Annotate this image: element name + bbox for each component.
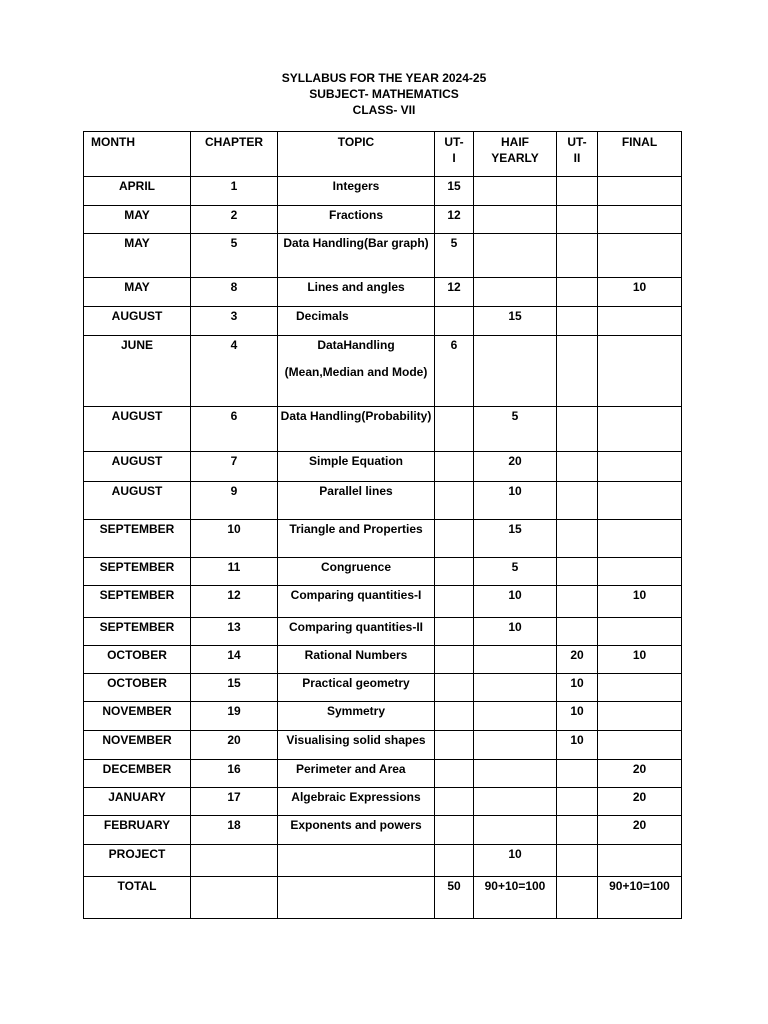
cell-chapter: 15 xyxy=(191,674,278,702)
cell-half xyxy=(474,336,557,407)
cell-half: 5 xyxy=(474,407,557,452)
cell-half: 20 xyxy=(474,452,557,482)
cell-topic: Comparing quantities-I xyxy=(278,586,435,618)
cell-ut1 xyxy=(435,760,474,788)
table-row xyxy=(84,646,682,674)
cell-month: JUNE xyxy=(84,336,191,407)
cell-ut2 xyxy=(557,558,598,586)
cell-ut2 xyxy=(557,586,598,618)
cell-final: 90+10=100 xyxy=(598,877,682,919)
cell-final xyxy=(598,520,682,558)
cell-month: OCTOBER xyxy=(84,646,191,674)
cell-topic xyxy=(278,336,435,407)
cell-chapter: 3 xyxy=(191,307,278,336)
table-row xyxy=(84,674,682,702)
cell-final xyxy=(598,482,682,520)
cell-half xyxy=(474,760,557,788)
table-row xyxy=(84,234,682,278)
column-header-month: MONTH xyxy=(84,132,191,177)
cell-chapter: 13 xyxy=(191,618,278,646)
table-row xyxy=(84,452,682,482)
table-row xyxy=(84,760,682,788)
cell-ut2 xyxy=(557,307,598,336)
table-row xyxy=(84,788,682,816)
cell-ut1 xyxy=(435,452,474,482)
cell-ut2 xyxy=(557,278,598,307)
syllabus-title: SYLLABUS FOR THE YEAR 2024-25 xyxy=(281,71,487,85)
cell-ut2: 10 xyxy=(557,702,598,731)
cell-ut1 xyxy=(435,307,474,336)
cell-final xyxy=(598,558,682,586)
cell-half xyxy=(474,206,557,234)
cell-final: 20 xyxy=(598,788,682,816)
cell-half xyxy=(474,278,557,307)
cell-final xyxy=(598,845,682,877)
cell-month: MAY xyxy=(84,234,191,278)
cell-final xyxy=(598,674,682,702)
ut1-header-line1: UT- xyxy=(444,135,464,149)
cell-ut1 xyxy=(435,558,474,586)
cell-ut2 xyxy=(557,845,598,877)
cell-half xyxy=(474,674,557,702)
ut1-header-line2: I xyxy=(452,151,456,165)
cell-month: MAY xyxy=(84,278,191,307)
syllabus-table xyxy=(83,131,682,919)
cell-month: AUGUST xyxy=(84,307,191,336)
cell-ut1: 12 xyxy=(435,278,474,307)
cell-ut1 xyxy=(435,702,474,731)
cell-topic: Fractions xyxy=(278,206,435,234)
cell-month: OCTOBER xyxy=(84,674,191,702)
cell-ut2 xyxy=(557,177,598,206)
cell-ut1: 12 xyxy=(435,206,474,234)
cell-ut1 xyxy=(435,586,474,618)
table-row xyxy=(84,618,682,646)
cell-chapter: 10 xyxy=(191,520,278,558)
table-row xyxy=(84,702,682,731)
cell-ut2: 10 xyxy=(557,674,598,702)
cell-topic: Parallel lines xyxy=(278,482,435,520)
cell-ut2: 10 xyxy=(557,731,598,760)
cell-final xyxy=(598,731,682,760)
cell-ut1 xyxy=(435,731,474,760)
half-header-line1: HAIF xyxy=(501,135,529,149)
cell-ut1 xyxy=(435,482,474,520)
cell-final xyxy=(598,234,682,278)
cell-topic: Symmetry xyxy=(278,702,435,731)
cell-final xyxy=(598,452,682,482)
cell-half xyxy=(474,646,557,674)
cell-ut2 xyxy=(557,234,598,278)
cell-month: JANUARY xyxy=(84,788,191,816)
cell-ut2 xyxy=(557,452,598,482)
cell-final xyxy=(598,407,682,452)
cell-half xyxy=(474,702,557,731)
cell-month: SEPTEMBER xyxy=(84,586,191,618)
cell-ut1: 5 xyxy=(435,234,474,278)
cell-month: SEPTEMBER xyxy=(84,618,191,646)
cell-ut2 xyxy=(557,618,598,646)
cell-ut2: 20 xyxy=(557,646,598,674)
cell-ut2 xyxy=(557,877,598,919)
cell-month: AUGUST xyxy=(84,452,191,482)
cell-half xyxy=(474,816,557,845)
cell-topic: Rational Numbers xyxy=(278,646,435,674)
cell-topic: Exponents and powers xyxy=(278,816,435,845)
cell-topic: Algebraic Expressions xyxy=(278,788,435,816)
table-row xyxy=(84,731,682,760)
table-row xyxy=(84,845,682,877)
column-header-chapter: CHAPTER xyxy=(191,132,278,177)
cell-ut1 xyxy=(435,788,474,816)
cell-topic: Comparing quantities-II xyxy=(278,618,435,646)
cell-chapter xyxy=(191,845,278,877)
table-row xyxy=(84,816,682,845)
cell-half: 10 xyxy=(474,845,557,877)
cell-half: 10 xyxy=(474,618,557,646)
cell-topic: Data Handling(Probability) xyxy=(278,407,435,452)
cell-half xyxy=(474,788,557,816)
cell-ut1 xyxy=(435,618,474,646)
cell-month: NOVEMBER xyxy=(84,731,191,760)
column-header-topic: TOPIC xyxy=(278,132,435,177)
cell-month: NOVEMBER xyxy=(84,702,191,731)
cell-ut1: 15 xyxy=(435,177,474,206)
cell-final: 10 xyxy=(598,278,682,307)
cell-ut2 xyxy=(557,520,598,558)
table-row xyxy=(84,482,682,520)
table-row xyxy=(84,407,682,452)
cell-final xyxy=(598,618,682,646)
cell-chapter: 5 xyxy=(191,234,278,278)
cell-final: 20 xyxy=(598,816,682,845)
cell-topic: Lines and angles xyxy=(278,278,435,307)
column-header-final: FINAL xyxy=(598,132,682,177)
cell-ut2 xyxy=(557,336,598,407)
cell-month: MAY xyxy=(84,206,191,234)
cell-chapter: 12 xyxy=(191,586,278,618)
cell-final xyxy=(598,702,682,731)
cell-final: 10 xyxy=(598,646,682,674)
cell-ut1: 6 xyxy=(435,336,474,407)
cell-chapter: 2 xyxy=(191,206,278,234)
cell-chapter: 17 xyxy=(191,788,278,816)
cell-month: SEPTEMBER xyxy=(84,558,191,586)
cell-chapter: 19 xyxy=(191,702,278,731)
cell-topic: Congruence xyxy=(278,558,435,586)
cell-month: TOTAL xyxy=(84,877,191,919)
cell-half: 15 xyxy=(474,520,557,558)
cell-ut1: 50 xyxy=(435,877,474,919)
ut2-header-line1: UT- xyxy=(567,135,587,149)
cell-half: 10 xyxy=(474,482,557,520)
cell-final: 10 xyxy=(598,586,682,618)
cell-topic xyxy=(278,877,435,919)
cell-ut1 xyxy=(435,646,474,674)
cell-month: APRIL xyxy=(84,177,191,206)
document-header xyxy=(0,70,768,118)
cell-month: AUGUST xyxy=(84,482,191,520)
cell-chapter: 14 xyxy=(191,646,278,674)
cell-ut1 xyxy=(435,845,474,877)
cell-half: 15 xyxy=(474,307,557,336)
cell-chapter xyxy=(191,877,278,919)
table-row xyxy=(84,877,682,919)
cell-topic: Practical geometry xyxy=(278,674,435,702)
cell-ut2 xyxy=(557,816,598,845)
column-header-half-yearly xyxy=(474,132,557,177)
cell-month: PROJECT xyxy=(84,845,191,877)
cell-half xyxy=(474,234,557,278)
table-row xyxy=(84,336,682,407)
cell-ut2 xyxy=(557,206,598,234)
cell-month: AUGUST xyxy=(84,407,191,452)
table-row xyxy=(84,586,682,618)
cell-ut2 xyxy=(557,760,598,788)
table-row xyxy=(84,278,682,307)
topic-line: DataHandling xyxy=(317,338,395,352)
cell-ut2 xyxy=(557,482,598,520)
cell-ut2 xyxy=(557,788,598,816)
cell-final: 20 xyxy=(598,760,682,788)
cell-ut1 xyxy=(435,674,474,702)
column-header-ut1 xyxy=(435,132,474,177)
cell-month: DECEMBER xyxy=(84,760,191,788)
cell-topic: Data Handling(Bar graph) xyxy=(278,234,435,278)
topic-subline: (Mean,Median and Mode) xyxy=(284,365,428,379)
table-row xyxy=(84,206,682,234)
table-row xyxy=(84,307,682,336)
cell-ut2 xyxy=(557,407,598,452)
cell-final xyxy=(598,206,682,234)
cell-half: 10 xyxy=(474,586,557,618)
half-header-line2: YEARLY xyxy=(491,151,539,165)
table-row xyxy=(84,558,682,586)
cell-ut1 xyxy=(435,520,474,558)
cell-chapter: 7 xyxy=(191,452,278,482)
cell-half xyxy=(474,177,557,206)
cell-chapter: 20 xyxy=(191,731,278,760)
table-header-row xyxy=(84,132,682,177)
cell-chapter: 9 xyxy=(191,482,278,520)
table-row xyxy=(84,520,682,558)
cell-final xyxy=(598,177,682,206)
cell-topic: Simple Equation xyxy=(278,452,435,482)
class-title: CLASS- VII xyxy=(352,103,416,117)
cell-topic: Visualising solid shapes xyxy=(278,731,435,760)
cell-chapter: 18 xyxy=(191,816,278,845)
column-header-ut2 xyxy=(557,132,598,177)
cell-ut1 xyxy=(435,407,474,452)
cell-chapter: 6 xyxy=(191,407,278,452)
table-row xyxy=(84,177,682,206)
cell-final xyxy=(598,336,682,407)
cell-chapter: 11 xyxy=(191,558,278,586)
cell-chapter: 4 xyxy=(191,336,278,407)
cell-topic: Decimals xyxy=(278,307,435,336)
cell-chapter: 8 xyxy=(191,278,278,307)
cell-ut1 xyxy=(435,816,474,845)
cell-topic: Triangle and Properties xyxy=(278,520,435,558)
cell-final xyxy=(598,307,682,336)
cell-half: 5 xyxy=(474,558,557,586)
cell-half: 90+10=100 xyxy=(474,877,557,919)
cell-month: FEBRUARY xyxy=(84,816,191,845)
ut2-header-line2: II xyxy=(573,151,581,165)
cell-half xyxy=(474,731,557,760)
subject-title: SUBJECT- MATHEMATICS xyxy=(309,87,459,101)
cell-chapter: 1 xyxy=(191,177,278,206)
cell-month: SEPTEMBER xyxy=(84,520,191,558)
cell-topic: Integers xyxy=(278,177,435,206)
cell-topic: Perimeter and Area xyxy=(278,760,435,788)
cell-topic xyxy=(278,845,435,877)
cell-chapter: 16 xyxy=(191,760,278,788)
